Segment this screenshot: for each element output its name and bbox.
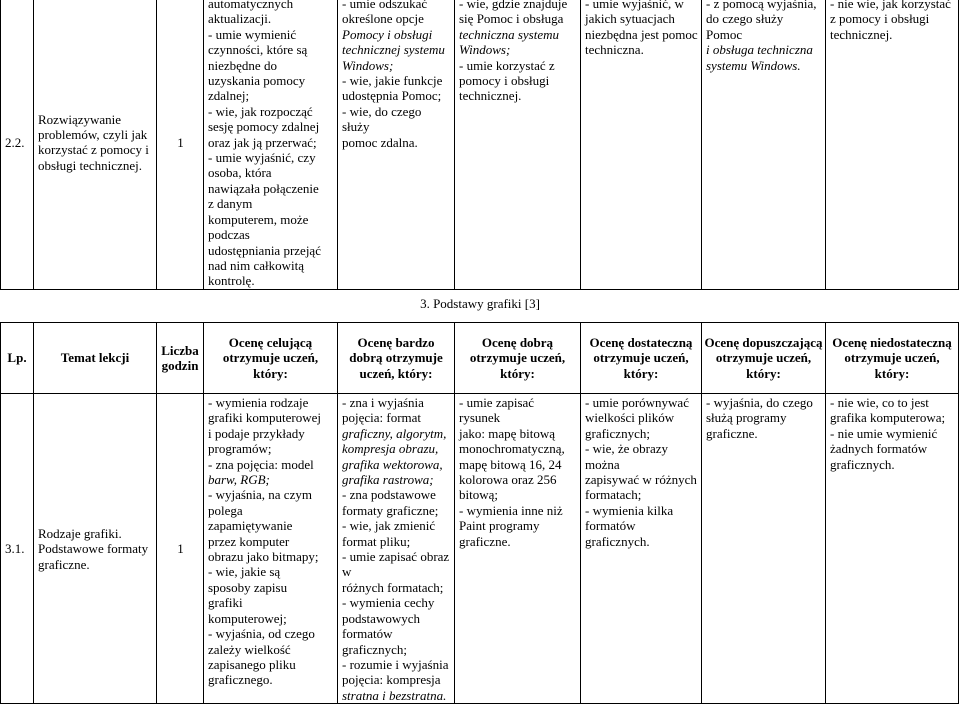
lesson-topic: Rodzaje grafiki. Podstawowe formaty graficzne. — [34, 394, 157, 704]
criteria-line: barw, RGB; — [208, 472, 270, 488]
criteria-line: - wie, gdzie znajduje — [459, 0, 568, 11]
criteria-line: - wymienia rodzaje — [208, 395, 309, 410]
criteria-line: systemu Windows. — [706, 57, 801, 73]
criteria-line: nawiązała połączenie — [208, 180, 319, 196]
criteria-line: - zna podstawowe — [342, 487, 436, 503]
grade-bardzo-dobra-cell — [338, 0, 455, 289]
criteria-line: uzyskania pomocy — [208, 73, 306, 89]
criteria-line: - nie wie, co to jest — [830, 395, 929, 410]
criteria-table-section-3 — [0, 322, 959, 704]
criteria-line: - wie, że obrazy można — [585, 441, 669, 472]
criteria-line: przez komputer — [208, 533, 290, 549]
criteria-line: - z pomocą wyjaśnia, — [706, 0, 817, 11]
criteria-line: - umie zapisać rysunek — [459, 395, 535, 426]
criteria-line: sesję pomocy zdalnej — [208, 119, 320, 135]
criteria-line: - umie wyjaśnić, czy — [208, 150, 316, 166]
criteria-line: - wie, do czego służy — [342, 103, 422, 135]
header-celujaca: Ocenę celującą otrzymuje uczeń, który: — [204, 323, 338, 394]
criteria-line: Pomocy i obsługi — [342, 26, 433, 42]
criteria-line: graficznych. — [830, 456, 895, 472]
criteria-line: zdalnej; — [208, 88, 250, 104]
criteria-line: graficznego. — [208, 672, 273, 688]
criteria-line: - wymienia kilka — [585, 502, 674, 518]
criteria-line: zapisanego pliku — [208, 656, 296, 672]
criteria-line: pojęcia: format — [342, 410, 422, 426]
criteria-line: różnych formatach; — [342, 579, 444, 595]
criteria-line: Windows; — [459, 42, 511, 58]
header-topic: Temat lekcji — [34, 323, 157, 394]
criteria-line: i obsługa techniczna — [706, 42, 813, 58]
criteria-line: grafika rastrowa; — [342, 472, 434, 488]
criteria-line: - wie, jakie są — [208, 564, 281, 580]
criteria-line: Paint programy — [459, 518, 540, 534]
criteria-line: - nie umie wymienić — [830, 425, 938, 441]
criteria-line: - umie wyjaśnić, w — [585, 0, 684, 11]
criteria-line: i podaje przykłady — [208, 425, 305, 441]
criteria-line: podstawowych — [342, 610, 420, 626]
criteria-line: jako: mapę bitową — [459, 425, 556, 441]
section-title: 3. Podstawy grafiki [3] — [420, 296, 540, 311]
criteria-line: komputerem, może — [208, 211, 309, 227]
criteria-line: z pomocy i obsługi — [830, 11, 930, 27]
criteria-line: kolorowa oraz 256 — [459, 472, 557, 488]
criteria-line: format pliku; — [342, 533, 411, 549]
criteria-line: techniczna systemu — [459, 26, 560, 42]
criteria-line: - zna pojęcia: model — [208, 456, 314, 472]
grade-celujaca-cell — [204, 0, 338, 289]
criteria-line: grafika komputerowa; — [830, 410, 946, 426]
criteria-line: - wymienia cechy — [342, 595, 435, 611]
criteria-line: pomoc zdalna. — [342, 134, 418, 150]
criteria-table-section-2 — [0, 0, 959, 290]
criteria-line: - umie odszukać — [342, 0, 428, 11]
grade-dobra-cell — [455, 0, 581, 289]
header-dopuszczajaca: Ocenę dopuszczającą otrzymuje uczeń, który: — [702, 323, 826, 394]
grade-dobra-cell — [455, 394, 581, 704]
criteria-line: technicznej. — [459, 88, 522, 104]
criteria-line: technicznej. — [830, 26, 893, 42]
criteria-line: niezbędna jest pomoc — [585, 26, 698, 42]
grade-dopuszczajaca-cell — [702, 394, 826, 704]
criteria-line: - nie wie, jak korzystać — [830, 0, 951, 11]
header-lp: Lp. — [1, 323, 34, 394]
criteria-line: czynności, które są — [208, 42, 308, 58]
criteria-line: Windows; — [342, 57, 394, 73]
criteria-line: komputerowej; — [208, 610, 287, 626]
criteria-line: techniczna. — [585, 42, 644, 58]
criteria-line: - umie porównywać — [585, 395, 689, 410]
lesson-hours: 1 — [157, 394, 204, 704]
grade-celujaca-cell — [204, 394, 338, 704]
criteria-line: mapę bitową 16, 24 — [459, 456, 562, 472]
grade-dostateczna-cell — [581, 394, 702, 704]
header-dostateczna: Ocenę dostateczną otrzymuje uczeń, który: — [581, 323, 702, 394]
criteria-line: - wie, jakie funkcje — [342, 73, 443, 89]
criteria-line: pojęcia: kompresja — [342, 672, 441, 688]
criteria-line: określone opcje — [342, 11, 424, 27]
grade-dopuszczajaca-cell — [702, 0, 826, 289]
table-row — [1, 0, 959, 289]
criteria-line: - umie korzystać z — [459, 57, 555, 73]
lesson-topic: Rozwiązywanie problemów, czyli jak korzystać z pomocy i obsługi technicznej. — [34, 0, 157, 289]
criteria-line: - wyjaśnia, od czego — [208, 626, 315, 642]
criteria-line: niezbędne do — [208, 57, 277, 73]
header-niedostateczna: Ocenę niedostateczną otrzymuje uczeń, który: — [826, 323, 959, 394]
criteria-line: aktualizacji. — [208, 11, 272, 27]
criteria-line: kontrolę. — [208, 273, 255, 289]
lesson-number: 3.1. — [1, 394, 34, 704]
criteria-line: wielkości plików — [585, 410, 675, 426]
criteria-line: żadnych formatów — [830, 441, 928, 457]
criteria-line: jakich sytuacjach — [585, 11, 675, 27]
criteria-line: - wie, jak rozpocząć — [208, 103, 313, 119]
criteria-line: zapisywać w różnych — [585, 472, 697, 488]
header-dobra: Ocenę dobrą otrzymuje uczeń, który: — [455, 323, 581, 394]
lesson-number: 2.2. — [1, 0, 34, 289]
grade-niedostateczna-cell — [826, 0, 959, 289]
criteria-line: udostępniania przejąć — [208, 242, 321, 258]
criteria-line: grafika wektorowa, — [342, 456, 443, 472]
criteria-line: pomocy i obsługi — [459, 73, 550, 89]
criteria-line: formaty graficzne; — [342, 502, 439, 518]
criteria-line: - wyjaśnia, na czym — [208, 487, 312, 503]
header-bardzo-dobra: Ocenę bardzo dobrą otrzymuje uczeń, który: — [338, 323, 455, 394]
grade-dostateczna-cell — [581, 0, 702, 289]
criteria-line: kompresja obrazu, — [342, 441, 439, 457]
criteria-line: automatycznych — [208, 0, 294, 11]
grade-niedostateczna-cell — [826, 394, 959, 704]
criteria-line: programów; — [208, 441, 272, 457]
criteria-line: zapamiętywanie — [208, 518, 293, 534]
criteria-line: graficzne. — [459, 533, 511, 549]
criteria-line: polega — [208, 502, 243, 518]
criteria-line: bitową; — [459, 487, 498, 503]
criteria-line: nad nim całkowitą — [208, 257, 305, 273]
criteria-line: - umie zapisać obraz w — [342, 549, 450, 580]
criteria-line: sposoby zapisu — [208, 579, 288, 595]
criteria-line: do czego służy Pomoc — [706, 11, 784, 42]
criteria-line: - wie, jak zmienić — [342, 518, 436, 534]
criteria-line: monochromatyczną, — [459, 441, 565, 457]
criteria-line: graficzne. — [706, 425, 758, 441]
criteria-line: podczas — [208, 227, 250, 243]
criteria-line: grafiki komputerowej — [208, 410, 321, 426]
header-hours: Liczba godzin — [157, 323, 204, 394]
criteria-line: formatów graficznych. — [585, 518, 650, 549]
criteria-line: grafiki — [208, 595, 243, 611]
criteria-line: graficzny, algorytm, — [342, 425, 447, 441]
criteria-line: - rozumie i wyjaśnia — [342, 656, 449, 672]
criteria-line: technicznej systemu — [342, 42, 445, 58]
criteria-line: formatach; — [585, 487, 642, 503]
lesson-hours: 1 — [157, 0, 204, 289]
criteria-line: z danym — [208, 196, 253, 212]
criteria-line: oraz jak ją przerwać; — [208, 134, 317, 150]
criteria-line: stratna i bezstratna. — [342, 687, 447, 703]
criteria-line: formatów graficznych; — [342, 626, 407, 657]
grade-bardzo-dobra-cell — [338, 394, 455, 704]
criteria-line: graficznych; — [585, 425, 650, 441]
criteria-line: osoba, która — [208, 165, 272, 181]
table-header-row — [1, 323, 959, 394]
table-row — [1, 394, 959, 704]
criteria-line: się Pomoc i obsługa — [459, 11, 564, 27]
criteria-line: - zna i wyjaśnia — [342, 395, 424, 410]
criteria-line: udostępnia Pomoc; — [342, 88, 442, 104]
criteria-line: - wyjaśnia, do czego — [706, 395, 813, 410]
criteria-line: służą programy — [706, 410, 787, 426]
criteria-line: - wymienia inne niż — [459, 502, 563, 518]
criteria-line: zależy wielkość — [208, 641, 291, 657]
criteria-line: obrazu jako bitmapy; — [208, 549, 319, 565]
criteria-line: - umie wymienić — [208, 26, 297, 42]
